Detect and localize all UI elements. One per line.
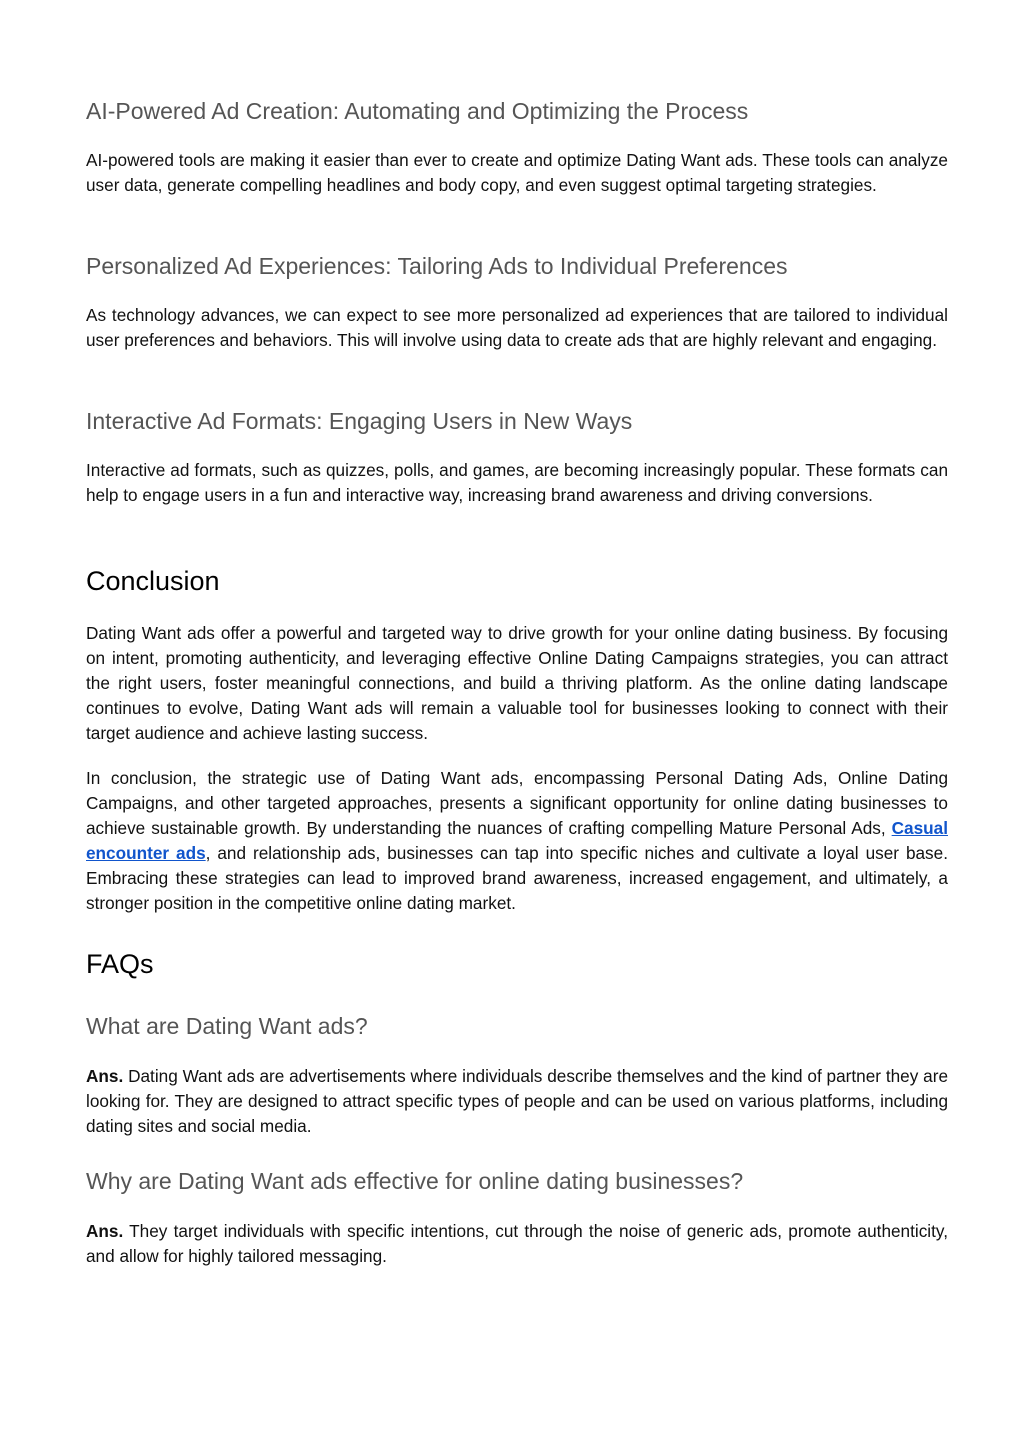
ai-section — [86, 96, 948, 126]
conclusion-p2-text-start: In conclusion, the strategic use of Dating Want ads, encompassing Personal Dating Ads, Online Dating Campaigns, and other targeted approaches, presents a significant opportunity for online dating businesses to achieve sustainable growth. By understanding the nuances of crafting compelling Mature Personal Ads, — [86, 768, 948, 838]
faq-question-2: Why are Dating Want ads effective for online dating businesses? — [86, 1168, 744, 1194]
conclusion-heading: Conclusion — [86, 566, 220, 596]
personalized-heading: Personalized Ad Experiences: Tailoring Ads to Individual Preferences — [86, 253, 788, 279]
conclusion-paragraph-2 — [86, 766, 948, 916]
faqs-heading: FAQs — [86, 949, 154, 979]
conclusion-paragraph-1: Dating Want ads offer a powerful and targeted way to drive growth for your online dating business. By focusing on intent, promoting authenticity, and leveraging effective Online Dating Campaigns strategies, you can attract the right users, foster meaningful connections, and build a thriving platform. As the online dating landscape continues to evolve, Dating Want ads will remain a valuable tool for businesses looking to connect with their target audience and achieve lasting success. — [86, 623, 948, 743]
conclusion-p2-text-end: , and relationship ads, businesses can tap into specific niches and cultivate a loyal user base. Embracing these strategies can lead to improved brand awareness, increased engagement, and ultimately, a stronger position in the competitive online dating market. — [86, 843, 948, 913]
ai-paragraph: AI-powered tools are making it easier than ever to create and optimize Dating Want ads. These tools can analyze user data, generate compelling headlines and body copy, and even suggest optimal targeting strategies. — [86, 150, 948, 195]
faq-answer-label: Ans. — [86, 1066, 124, 1086]
faq-answer-1 — [86, 1064, 948, 1139]
faq-answer-text: They target individuals with specific intentions, cut through the noise of generic ads, promote authenticity, and allow for highly tailored messaging. — [86, 1221, 948, 1266]
faq-answer-2 — [86, 1219, 948, 1269]
interactive-heading: Interactive Ad Formats: Engaging Users in New Ways — [86, 408, 633, 434]
faq-question-1: What are Dating Want ads? — [86, 1013, 368, 1039]
casual-encounter-ads-link[interactable]: Casual encounter ads — [86, 818, 948, 863]
ai-heading: AI-Powered Ad Creation: Automating and Optimizing the Process — [86, 98, 749, 124]
faq-answer-text: Dating Want ads are advertisements where individuals describe themselves and the kind of partner they are looking for. They are designed to attract specific types of people and can be used on various platforms, including dating sites and social media. — [86, 1066, 948, 1136]
interactive-paragraph: Interactive ad formats, such as quizzes, polls, and games, are becoming increasingly popular. These formats can help to engage users in a fun and interactive way, increasing brand awareness and driving conversions. — [86, 460, 948, 505]
personalized-paragraph: As technology advances, we can expect to see more personalized ad experiences that are tailored to individual user preferences and behaviors. This will involve using data to create ads that are highly relevant and engaging. — [86, 305, 948, 350]
faq-answer-label: Ans. — [86, 1221, 124, 1241]
